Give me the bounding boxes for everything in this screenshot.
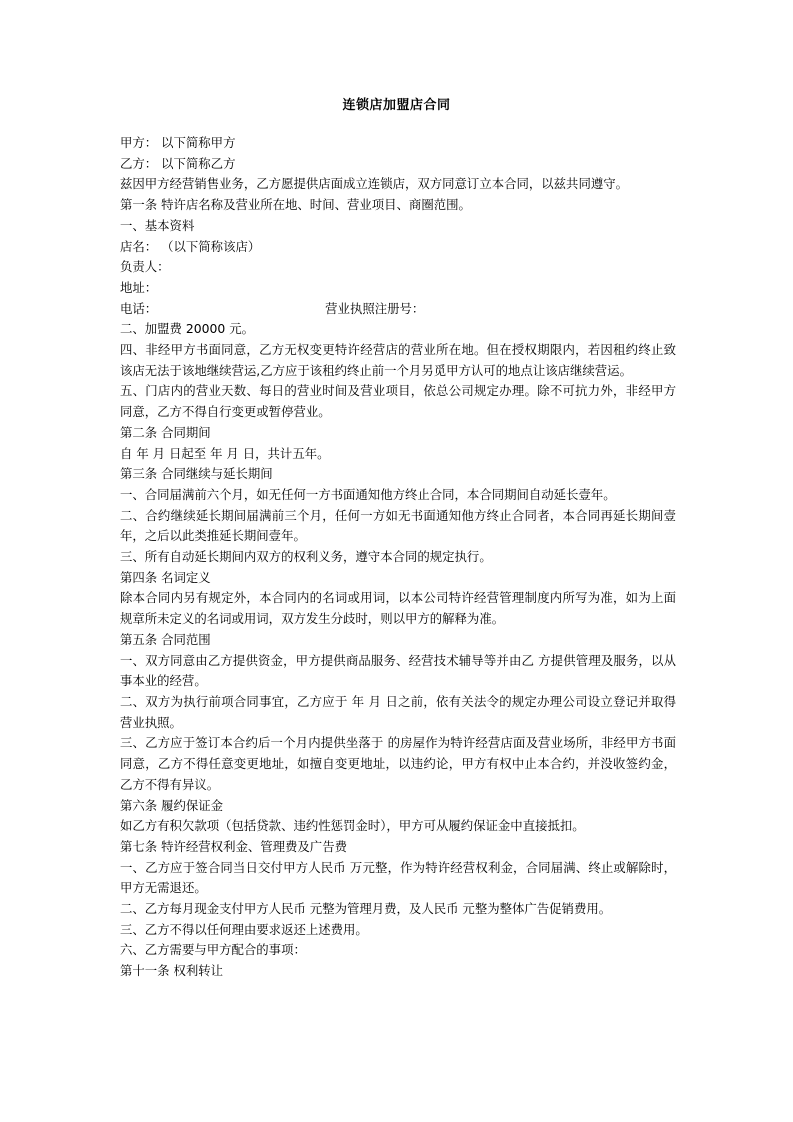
party-b-line: 乙方： 以下简称乙方 bbox=[120, 155, 236, 171]
auto-extend-clause-1: 一、合同届满前六个月，如无任何一方书面通知他方终止合同，本合同期间自动延长壹年。 bbox=[120, 486, 616, 502]
article-2-heading: 第二条 合同期间 bbox=[120, 424, 211, 440]
article-11-heading: 第十一条 权利转让 bbox=[120, 963, 224, 979]
article-4-heading: 第四条 名词定义 bbox=[120, 569, 211, 585]
contract-term-line: 自 年 月 日起至 年 月 日，共计五年。 bbox=[120, 445, 330, 461]
deposit-clause: 如乙方有积欠款项（包括贷款、违约性惩罚金时），甲方可从履约保证金中直接抵扣。 bbox=[120, 818, 585, 834]
scope-clause-3: 三、乙方应于签订本合约后一个月内提供坐落于 的房屋作为特许经营店面及营业场所，非经甲方书面同意，乙方不得任意变更地址，如擅自变更地址，以违约论，甲方有权中止本合约，并没收签约金，乙方不得有异议。 bbox=[120, 735, 676, 792]
basic-info-heading: 一、基本资料 bbox=[120, 217, 195, 233]
license-label: 营业执照注册号： bbox=[325, 300, 425, 316]
phone-label: 电话： bbox=[120, 300, 158, 316]
document-body bbox=[120, 133, 676, 982]
document-title: 连锁店加盟店合同 bbox=[342, 98, 451, 113]
address-line: 地址： bbox=[120, 279, 158, 295]
article-7-heading: 第七条 特许经营权利金、管理费及广告费 bbox=[120, 838, 347, 854]
article-5-heading: 第五条 合同范围 bbox=[120, 631, 211, 647]
party-a-line: 甲方： 以下简称甲方 bbox=[120, 135, 236, 150]
manager-line: 负责人： bbox=[120, 259, 170, 275]
scope-clause-1: 一、双方同意由乙方提供资金，甲方提供商品服务、经营技术辅导等并由乙 方提供管理及服务，以从事本业的经营。 bbox=[120, 652, 676, 689]
article-3-heading: 第三条 合同继续与延长期间 bbox=[120, 466, 273, 482]
preamble: 兹因甲方经营销售业务，乙方愿提供店面成立连锁店，双方同意订立本合同，以兹共同遵守。 bbox=[120, 176, 629, 192]
fee-clause-1: 一、乙方应于签合同当日交付甲方人民币 万元整，作为特许经营权利金，合同届满、终止或解除时，甲方无需退还。 bbox=[120, 859, 676, 896]
article-6-heading: 第六条 履约保证金 bbox=[120, 797, 224, 813]
auto-extend-clause-2: 二、合约继续延长期间届满前三个月，任何一方如无书面通知他方终止合同者，本合同再延长期间壹年，之后以此类推延长期间壹年。 bbox=[120, 507, 676, 544]
phone-license-line bbox=[120, 299, 676, 320]
franchise-fee-line: 二、加盟费 20000 元。 bbox=[120, 321, 255, 337]
definitions-clause: 除本合同内另有规定外，本合同内的名词或用词，以本公司特许经营管理制度内所写为准，如为上面规章所未定义的名词或用词，双方发生分歧时，则以甲方的解释为准。 bbox=[120, 590, 676, 627]
fee-clause-3: 三、乙方不得以任何理由要求返还上述费用。 bbox=[120, 921, 368, 937]
store-name-line: 店名： （以下简称该店） bbox=[120, 238, 261, 254]
fee-clause-2: 二、乙方每月现金支付甲方人民币 元整为管理月费，及人民币 元整为整体广告促销费用。 bbox=[120, 901, 612, 917]
auto-extend-clause-3: 三、所有自动延长期间内双方的权利义务，遵守本合同的规定执行。 bbox=[120, 549, 492, 565]
article-1-heading: 第一条 特许店名称及营业所在地、时间、营业项目、商圈范围。 bbox=[120, 197, 471, 213]
scope-clause-2: 二、双方为执行前项合同事宜，乙方应于 年 月 日之前，依有关法令的规定办理公司设立登记并取得营业执照。 bbox=[120, 693, 676, 730]
cooperation-heading: 六、乙方需要与甲方配合的事项： bbox=[120, 942, 306, 958]
business-hours-clause: 五、门店内的营业天数、每日的营业时间及营业项目，依总公司规定办理。除不可抗力外，非经甲方同意，乙方不得自行变更或暂停营业。 bbox=[120, 383, 676, 420]
location-change-clause: 四、非经甲方书面同意，乙方无权变更特许经营店的营业所在地。但在授权期限内，若因租约终止致该店无法于该地继续营运,乙方应于该租约终止前一个月另觅甲方认可的地点让该店继续营运。 bbox=[120, 342, 676, 378]
